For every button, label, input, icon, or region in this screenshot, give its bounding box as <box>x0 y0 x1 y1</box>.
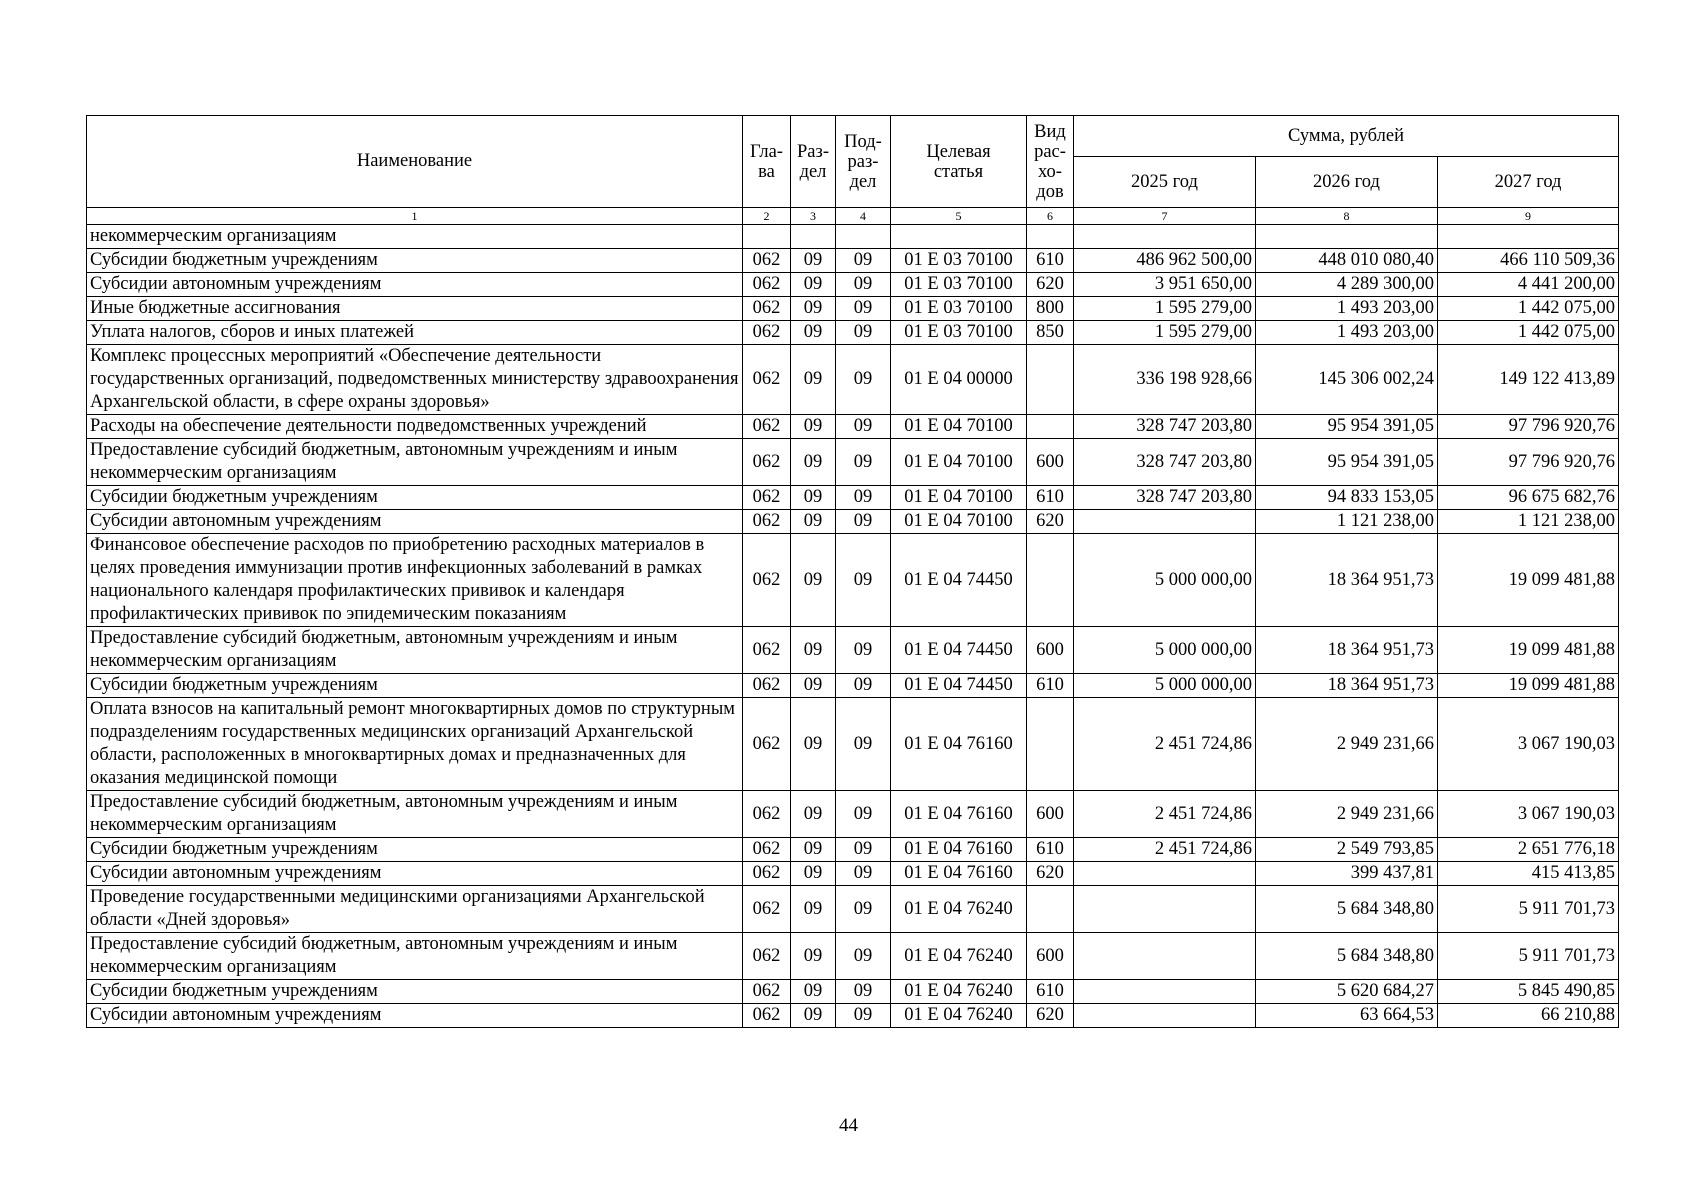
row-podrazdel: 09 <box>836 510 891 534</box>
row-podrazdel: 09 <box>836 486 891 510</box>
row-razdel: 09 <box>791 486 836 510</box>
table-row <box>87 273 1619 297</box>
row-name: Предоставление субсидий бюджетным, автономным учреждениям и иным некоммерческим организациям <box>87 791 743 838</box>
row-name: Субсидии автономным учреждениям <box>87 862 743 886</box>
column-number: 3 <box>791 208 836 225</box>
row-sum-2026: 448 010 080,40 <box>1256 249 1438 273</box>
row-sum-2025 <box>1074 510 1256 534</box>
row-expense-type: 800 <box>1027 297 1074 321</box>
row-podrazdel: 09 <box>836 249 891 273</box>
row-name: Субсидии автономным учреждениям <box>87 273 743 297</box>
row-name: Финансовое обеспечение расходов по приобретению расходных материалов в целях проведения иммунизации против инфекционных заболеваний в рамках национального календаря профилактических прививок и календаря профилактических прививок по эпидемическим показаниям <box>87 534 743 627</box>
row-sum-2025: 328 747 203,80 <box>1074 486 1256 510</box>
row-podrazdel: 09 <box>836 297 891 321</box>
row-sum-2026: 18 364 951,73 <box>1256 674 1438 698</box>
row-sum-2025: 5 000 000,00 <box>1074 627 1256 674</box>
row-sum-2026: 1 493 203,00 <box>1256 321 1438 345</box>
table-row <box>87 1004 1619 1028</box>
row-podrazdel: 09 <box>836 415 891 439</box>
row-glava: 062 <box>743 838 791 862</box>
row-target-article: 01 Е 04 76160 <box>891 862 1027 886</box>
table-row <box>87 862 1619 886</box>
row-sum-2027: 66 210,88 <box>1438 1004 1619 1028</box>
row-sum-2026: 5 620 684,27 <box>1256 980 1438 1004</box>
row-glava: 062 <box>743 415 791 439</box>
row-sum-2026: 63 664,53 <box>1256 1004 1438 1028</box>
row-glava: 062 <box>743 1004 791 1028</box>
row-name: Субсидии автономным учреждениям <box>87 510 743 534</box>
row-sum-2025: 486 962 500,00 <box>1074 249 1256 273</box>
table-row <box>87 321 1619 345</box>
row-razdel: 09 <box>791 415 836 439</box>
row-sum-2027: 19 099 481,88 <box>1438 627 1619 674</box>
row-glava: 062 <box>743 439 791 486</box>
row-target-article: 01 Е 04 76160 <box>891 698 1027 791</box>
row-expense-type: 600 <box>1027 627 1074 674</box>
row-expense-type: 610 <box>1027 486 1074 510</box>
row-glava: 062 <box>743 980 791 1004</box>
row-name: Комплекс процессных мероприятий «Обеспечение деятельности государственных организаций, подведомственных министерству здравоохранения Архангельской области, в сфере охраны здоровья» <box>87 345 743 415</box>
row-sum-2025: 328 747 203,80 <box>1074 415 1256 439</box>
row-expense-type: 620 <box>1027 510 1074 534</box>
header-year-2026: 2026 год <box>1256 157 1438 208</box>
row-expense-type <box>1027 698 1074 791</box>
row-podrazdel: 09 <box>836 862 891 886</box>
row-razdel: 09 <box>791 674 836 698</box>
row-podrazdel: 09 <box>836 674 891 698</box>
row-glava: 062 <box>743 297 791 321</box>
row-razdel: 09 <box>791 862 836 886</box>
row-target-article: 01 Е 04 70100 <box>891 486 1027 510</box>
row-podrazdel <box>836 225 891 249</box>
row-razdel: 09 <box>791 627 836 674</box>
column-number: 5 <box>891 208 1027 225</box>
row-expense-type: 600 <box>1027 439 1074 486</box>
row-sum-2026: 18 364 951,73 <box>1256 627 1438 674</box>
row-sum-2027: 5 845 490,85 <box>1438 980 1619 1004</box>
row-name: Субсидии бюджетным учреждениям <box>87 249 743 273</box>
row-sum-2025 <box>1074 1004 1256 1028</box>
header-name: Наименование <box>87 116 743 208</box>
row-target-article: 01 Е 04 70100 <box>891 439 1027 486</box>
row-sum-2026: 94 833 153,05 <box>1256 486 1438 510</box>
row-name: Субсидии автономным учреждениям <box>87 1004 743 1028</box>
header-sum: Сумма, рублей <box>1074 116 1619 157</box>
row-expense-type <box>1027 225 1074 249</box>
row-expense-type: 850 <box>1027 321 1074 345</box>
row-razdel: 09 <box>791 698 836 791</box>
row-sum-2026: 1 493 203,00 <box>1256 297 1438 321</box>
row-expense-type: 600 <box>1027 933 1074 980</box>
row-expense-type: 610 <box>1027 838 1074 862</box>
row-expense-type: 620 <box>1027 1004 1074 1028</box>
row-name: Уплата налогов, сборов и иных платежей <box>87 321 743 345</box>
row-razdel: 09 <box>791 345 836 415</box>
table-row <box>87 510 1619 534</box>
row-sum-2026: 2 949 231,66 <box>1256 791 1438 838</box>
table-row <box>87 838 1619 862</box>
budget-table <box>86 115 1619 1028</box>
row-glava: 062 <box>743 933 791 980</box>
row-razdel: 09 <box>791 1004 836 1028</box>
row-razdel: 09 <box>791 297 836 321</box>
row-sum-2026: 5 684 348,80 <box>1256 933 1438 980</box>
row-name: Проведение государственными медицинскими организациями Архангельской области «Дней здоровья» <box>87 886 743 933</box>
row-sum-2027 <box>1438 225 1619 249</box>
row-sum-2026: 2 549 793,85 <box>1256 838 1438 862</box>
row-name: Субсидии бюджетным учреждениям <box>87 486 743 510</box>
row-target-article: 01 Е 04 74450 <box>891 627 1027 674</box>
row-sum-2026: 95 954 391,05 <box>1256 439 1438 486</box>
row-podrazdel: 09 <box>836 933 891 980</box>
row-name: Предоставление субсидий бюджетным, автономным учреждениям и иным некоммерческим организациям <box>87 627 743 674</box>
table-row <box>87 791 1619 838</box>
row-expense-type <box>1027 534 1074 627</box>
column-number: 6 <box>1027 208 1074 225</box>
row-target-article: 01 Е 04 00000 <box>891 345 1027 415</box>
row-sum-2027: 19 099 481,88 <box>1438 534 1619 627</box>
row-glava: 062 <box>743 249 791 273</box>
row-sum-2027: 466 110 509,36 <box>1438 249 1619 273</box>
row-expense-type: 610 <box>1027 674 1074 698</box>
row-sum-2027: 1 442 075,00 <box>1438 297 1619 321</box>
column-number: 1 <box>87 208 743 225</box>
table-row <box>87 249 1619 273</box>
row-sum-2025: 1 595 279,00 <box>1074 321 1256 345</box>
row-expense-type <box>1027 415 1074 439</box>
table-row <box>87 439 1619 486</box>
row-glava: 062 <box>743 510 791 534</box>
row-name: Оплата взносов на капитальный ремонт многоквартирных домов по структурным подразделениям государственных медицинских организаций Архангельской области, расположенных в многоквартирных домах и предназначенных для оказания медицинской помощи <box>87 698 743 791</box>
header-vid: Вид рас- хо- дов <box>1027 116 1074 208</box>
row-razdel: 09 <box>791 791 836 838</box>
row-sum-2026: 145 306 002,24 <box>1256 345 1438 415</box>
row-expense-type <box>1027 886 1074 933</box>
column-number: 7 <box>1074 208 1256 225</box>
table-row <box>87 886 1619 933</box>
row-razdel: 09 <box>791 980 836 1004</box>
row-razdel: 09 <box>791 534 836 627</box>
row-expense-type <box>1027 345 1074 415</box>
header-year-2025: 2025 год <box>1074 157 1256 208</box>
row-razdel: 09 <box>791 273 836 297</box>
row-sum-2027: 5 911 701,73 <box>1438 886 1619 933</box>
column-number: 9 <box>1438 208 1619 225</box>
row-target-article: 01 Е 04 76160 <box>891 791 1027 838</box>
row-sum-2026 <box>1256 225 1438 249</box>
table-row <box>87 698 1619 791</box>
row-sum-2025: 3 951 650,00 <box>1074 273 1256 297</box>
table-row <box>87 980 1619 1004</box>
row-sum-2027: 4 441 200,00 <box>1438 273 1619 297</box>
row-sum-2027: 97 796 920,76 <box>1438 415 1619 439</box>
row-sum-2025 <box>1074 980 1256 1004</box>
row-sum-2025: 328 747 203,80 <box>1074 439 1256 486</box>
row-glava: 062 <box>743 321 791 345</box>
row-glava: 062 <box>743 791 791 838</box>
row-podrazdel: 09 <box>836 439 891 486</box>
row-razdel: 09 <box>791 933 836 980</box>
row-sum-2026: 1 121 238,00 <box>1256 510 1438 534</box>
row-podrazdel: 09 <box>836 534 891 627</box>
column-number: 2 <box>743 208 791 225</box>
row-razdel: 09 <box>791 249 836 273</box>
row-name: Предоставление субсидий бюджетным, автономным учреждениям и иным некоммерческим организациям <box>87 933 743 980</box>
table-row <box>87 415 1619 439</box>
row-razdel <box>791 225 836 249</box>
row-sum-2027: 97 796 920,76 <box>1438 439 1619 486</box>
row-razdel: 09 <box>791 886 836 933</box>
row-expense-type: 610 <box>1027 249 1074 273</box>
column-number: 8 <box>1256 208 1438 225</box>
table-row <box>87 674 1619 698</box>
row-podrazdel: 09 <box>836 886 891 933</box>
row-sum-2027: 415 413,85 <box>1438 862 1619 886</box>
table-row <box>87 933 1619 980</box>
column-number: 4 <box>836 208 891 225</box>
table-row <box>87 225 1619 249</box>
row-podrazdel: 09 <box>836 838 891 862</box>
header-glava: Гла- ва <box>743 116 791 208</box>
row-glava: 062 <box>743 862 791 886</box>
row-sum-2027: 2 651 776,18 <box>1438 838 1619 862</box>
row-name: некоммерческим организациям <box>87 225 743 249</box>
row-razdel: 09 <box>791 439 836 486</box>
row-target-article: 01 Е 04 76240 <box>891 886 1027 933</box>
table-row <box>87 345 1619 415</box>
row-sum-2027: 1 442 075,00 <box>1438 321 1619 345</box>
row-sum-2027: 1 121 238,00 <box>1438 510 1619 534</box>
row-sum-2027: 5 911 701,73 <box>1438 933 1619 980</box>
row-name: Субсидии бюджетным учреждениям <box>87 980 743 1004</box>
row-sum-2026: 399 437,81 <box>1256 862 1438 886</box>
header-year-2027: 2027 год <box>1438 157 1619 208</box>
row-target-article: 01 Е 04 76240 <box>891 980 1027 1004</box>
table-row <box>87 627 1619 674</box>
header-target: Целевая статья <box>891 116 1027 208</box>
row-sum-2025: 5 000 000,00 <box>1074 534 1256 627</box>
row-sum-2025 <box>1074 933 1256 980</box>
row-name: Субсидии бюджетным учреждениям <box>87 838 743 862</box>
row-sum-2025: 5 000 000,00 <box>1074 674 1256 698</box>
row-target-article: 01 Е 03 70100 <box>891 249 1027 273</box>
table-row <box>87 534 1619 627</box>
row-podrazdel: 09 <box>836 321 891 345</box>
row-sum-2025: 1 595 279,00 <box>1074 297 1256 321</box>
row-sum-2026: 95 954 391,05 <box>1256 415 1438 439</box>
row-glava: 062 <box>743 273 791 297</box>
row-target-article: 01 Е 04 76240 <box>891 933 1027 980</box>
row-target-article: 01 Е 03 70100 <box>891 297 1027 321</box>
row-glava: 062 <box>743 627 791 674</box>
row-target-article: 01 Е 04 70100 <box>891 415 1027 439</box>
row-name: Расходы на обеспечение деятельности подведомственных учреждений <box>87 415 743 439</box>
row-sum-2025: 2 451 724,86 <box>1074 791 1256 838</box>
row-glava: 062 <box>743 886 791 933</box>
row-target-article: 01 Е 03 70100 <box>891 321 1027 345</box>
row-razdel: 09 <box>791 510 836 534</box>
table-row <box>87 297 1619 321</box>
row-sum-2026: 5 684 348,80 <box>1256 886 1438 933</box>
row-podrazdel: 09 <box>836 791 891 838</box>
row-sum-2025 <box>1074 862 1256 886</box>
row-podrazdel: 09 <box>836 980 891 1004</box>
row-target-article: 01 Е 04 76160 <box>891 838 1027 862</box>
row-podrazdel: 09 <box>836 273 891 297</box>
row-glava: 062 <box>743 534 791 627</box>
row-target-article: 01 Е 03 70100 <box>891 273 1027 297</box>
row-target-article: 01 Е 04 74450 <box>891 674 1027 698</box>
row-sum-2026: 18 364 951,73 <box>1256 534 1438 627</box>
row-razdel: 09 <box>791 838 836 862</box>
row-sum-2027: 149 122 413,89 <box>1438 345 1619 415</box>
row-podrazdel: 09 <box>836 1004 891 1028</box>
row-target-article: 01 Е 04 74450 <box>891 534 1027 627</box>
row-name: Предоставление субсидий бюджетным, автономным учреждениям и иным некоммерческим организациям <box>87 439 743 486</box>
row-razdel: 09 <box>791 321 836 345</box>
row-podrazdel: 09 <box>836 627 891 674</box>
row-sum-2027: 3 067 190,03 <box>1438 698 1619 791</box>
row-sum-2027: 3 067 190,03 <box>1438 791 1619 838</box>
row-glava <box>743 225 791 249</box>
row-sum-2025 <box>1074 886 1256 933</box>
row-podrazdel: 09 <box>836 345 891 415</box>
row-glava: 062 <box>743 486 791 510</box>
row-sum-2025: 2 451 724,86 <box>1074 838 1256 862</box>
row-expense-type: 610 <box>1027 980 1074 1004</box>
row-sum-2026: 2 949 231,66 <box>1256 698 1438 791</box>
row-name: Субсидии бюджетным учреждениям <box>87 674 743 698</box>
row-sum-2025: 2 451 724,86 <box>1074 698 1256 791</box>
row-expense-type: 620 <box>1027 273 1074 297</box>
row-sum-2025: 336 198 928,66 <box>1074 345 1256 415</box>
row-target-article: 01 Е 04 70100 <box>891 510 1027 534</box>
row-expense-type: 600 <box>1027 791 1074 838</box>
row-sum-2025 <box>1074 225 1256 249</box>
row-expense-type: 620 <box>1027 862 1074 886</box>
row-sum-2027: 19 099 481,88 <box>1438 674 1619 698</box>
row-sum-2026: 4 289 300,00 <box>1256 273 1438 297</box>
row-sum-2027: 96 675 682,76 <box>1438 486 1619 510</box>
row-podrazdel: 09 <box>836 698 891 791</box>
page-number: 44 <box>839 1115 858 1136</box>
row-target-article <box>891 225 1027 249</box>
row-glava: 062 <box>743 345 791 415</box>
table-row <box>87 486 1619 510</box>
header-razdel: Раз- дел <box>791 116 836 208</box>
row-glava: 062 <box>743 698 791 791</box>
header-podrazdel: Под- раз- дел <box>836 116 891 208</box>
row-name: Иные бюджетные ассигнования <box>87 297 743 321</box>
row-target-article: 01 Е 04 76240 <box>891 1004 1027 1028</box>
row-glava: 062 <box>743 674 791 698</box>
